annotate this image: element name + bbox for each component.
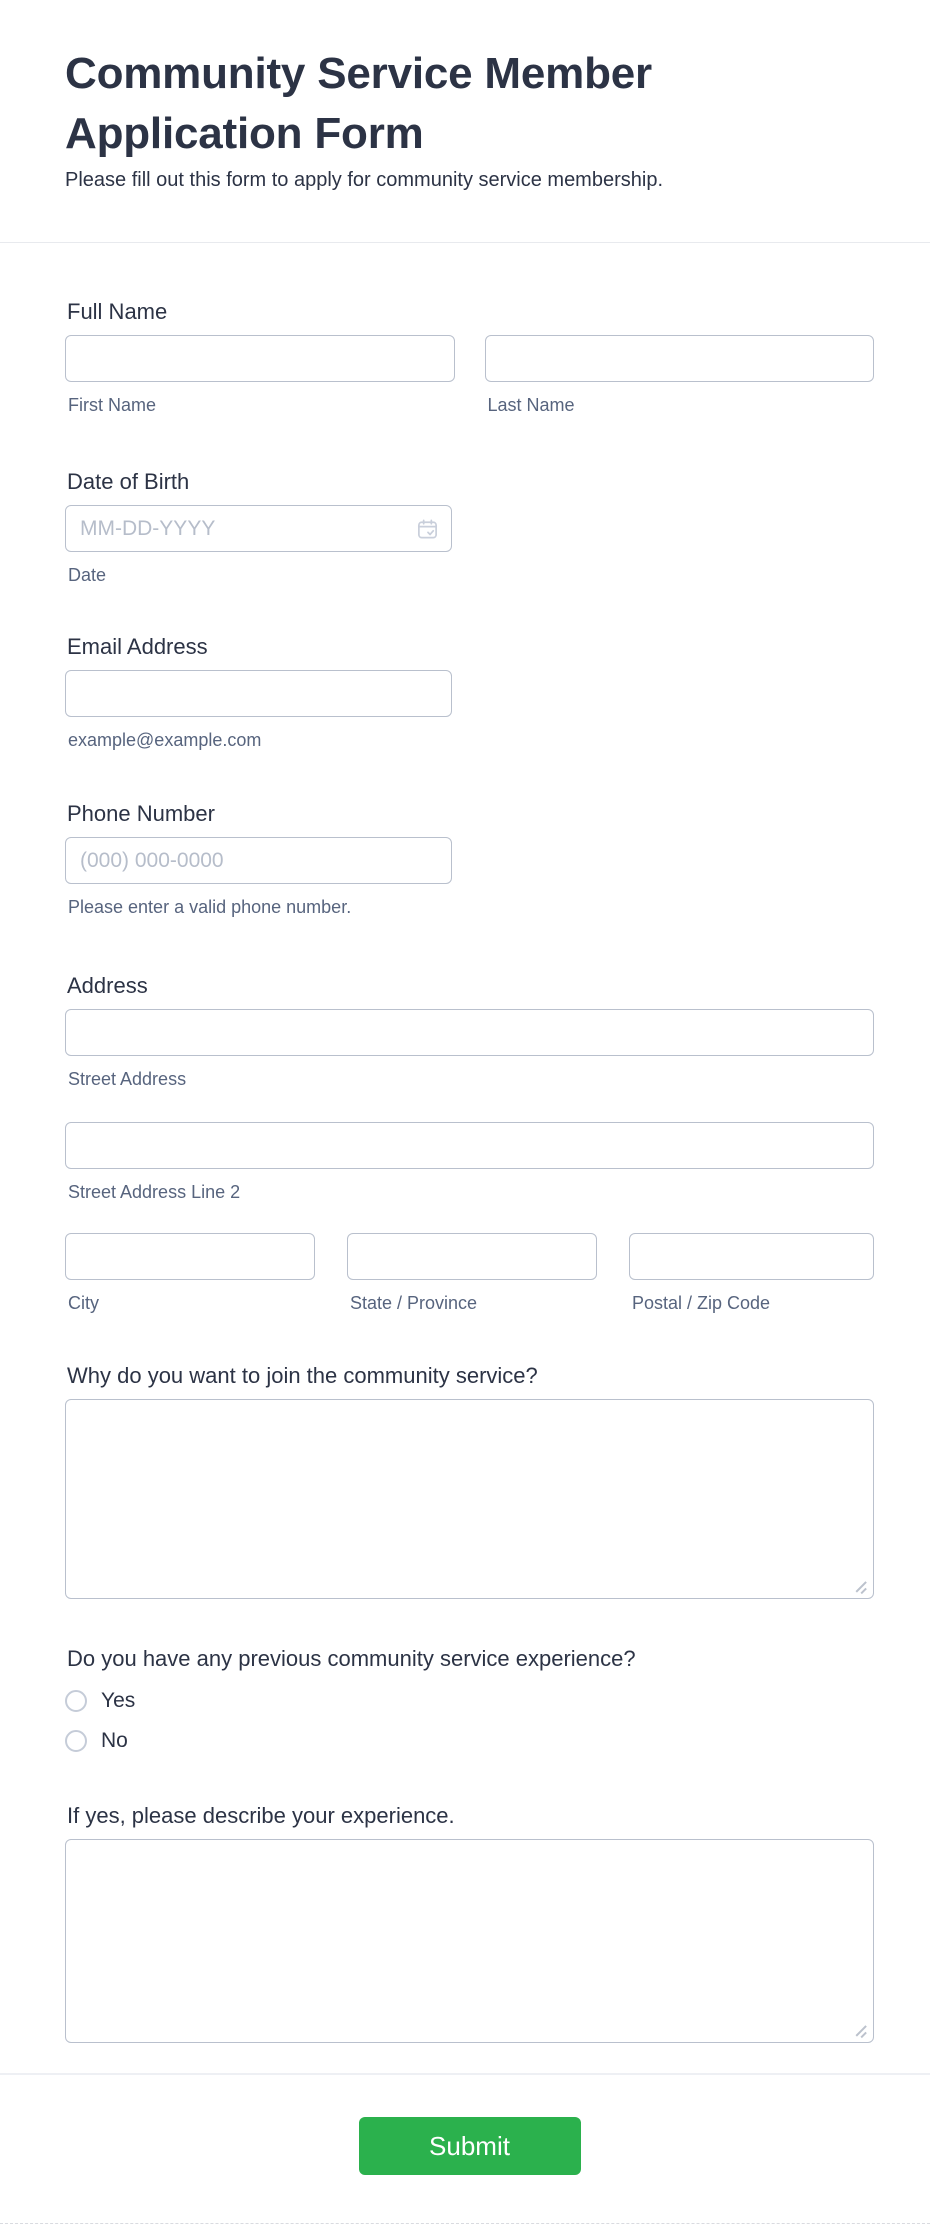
form-subtitle: Please fill out this form to apply for community service membership. — [65, 169, 663, 191]
why-join-textarea[interactable] — [65, 1399, 874, 1599]
experience-label: Do you have any previous community service experience? — [67, 1646, 636, 1671]
radio-option-yes[interactable] — [65, 1686, 874, 1716]
zip-input[interactable] — [629, 1233, 874, 1280]
phone-input[interactable] — [65, 837, 452, 884]
field-address — [65, 971, 874, 1314]
first-name-sublabel: First Name — [68, 395, 157, 415]
form-title: Community Service Member Application Form — [65, 49, 652, 158]
dob-label: Date of Birth — [67, 469, 190, 494]
submit-button[interactable]: Submit — [359, 2117, 581, 2175]
state-input[interactable] — [347, 1233, 597, 1280]
dob-sublabel: Date — [68, 565, 107, 585]
street-address-input[interactable] — [65, 1009, 874, 1056]
describe-label: If yes, please describe your experience. — [67, 1803, 455, 1828]
field-why-join — [65, 1361, 874, 1599]
experience-options — [65, 1686, 874, 1756]
calendar-icon[interactable] — [416, 517, 439, 541]
why-join-label: Why do you want to join the community service? — [67, 1363, 538, 1388]
street-address-sublabel: Street Address — [68, 1069, 187, 1089]
radio-no-label: No — [101, 1729, 128, 1752]
city-input[interactable] — [65, 1233, 315, 1280]
field-date-of-birth — [65, 467, 874, 586]
radio-yes-icon[interactable] — [65, 1690, 87, 1712]
field-phone — [65, 799, 874, 918]
state-sublabel: State / Province — [350, 1293, 478, 1313]
first-name-input[interactable] — [65, 335, 455, 382]
resize-handle-icon[interactable] — [854, 1579, 869, 1594]
street-address-line2-sublabel: Street Address Line 2 — [68, 1182, 241, 1202]
radio-no-icon[interactable] — [65, 1730, 87, 1752]
describe-textarea[interactable] — [65, 1839, 874, 2043]
email-label: Email Address — [67, 634, 208, 659]
field-email — [65, 632, 874, 751]
last-name-input[interactable] — [485, 335, 875, 382]
form-body — [0, 297, 930, 2043]
form-header — [0, 0, 930, 243]
radio-yes-label: Yes — [101, 1689, 136, 1712]
resize-handle-icon[interactable] — [854, 2023, 869, 2038]
dob-input[interactable] — [65, 505, 452, 552]
email-sublabel: example@example.com — [68, 730, 262, 750]
phone-label: Phone Number — [67, 801, 215, 826]
street-address-line2-input[interactable] — [65, 1122, 874, 1169]
zip-sublabel: Postal / Zip Code — [632, 1293, 771, 1313]
city-sublabel: City — [68, 1293, 99, 1313]
field-describe-experience — [65, 1801, 874, 2043]
field-experience — [65, 1644, 874, 1756]
email-input[interactable] — [65, 670, 452, 717]
last-name-sublabel: Last Name — [487, 395, 575, 415]
phone-sublabel: Please enter a valid phone number. — [68, 897, 352, 917]
radio-option-no[interactable] — [65, 1726, 874, 1756]
address-label: Address — [67, 973, 148, 998]
form-footer — [0, 2073, 930, 2175]
full-name-label: Full Name — [67, 299, 168, 324]
field-full-name — [65, 297, 874, 416]
